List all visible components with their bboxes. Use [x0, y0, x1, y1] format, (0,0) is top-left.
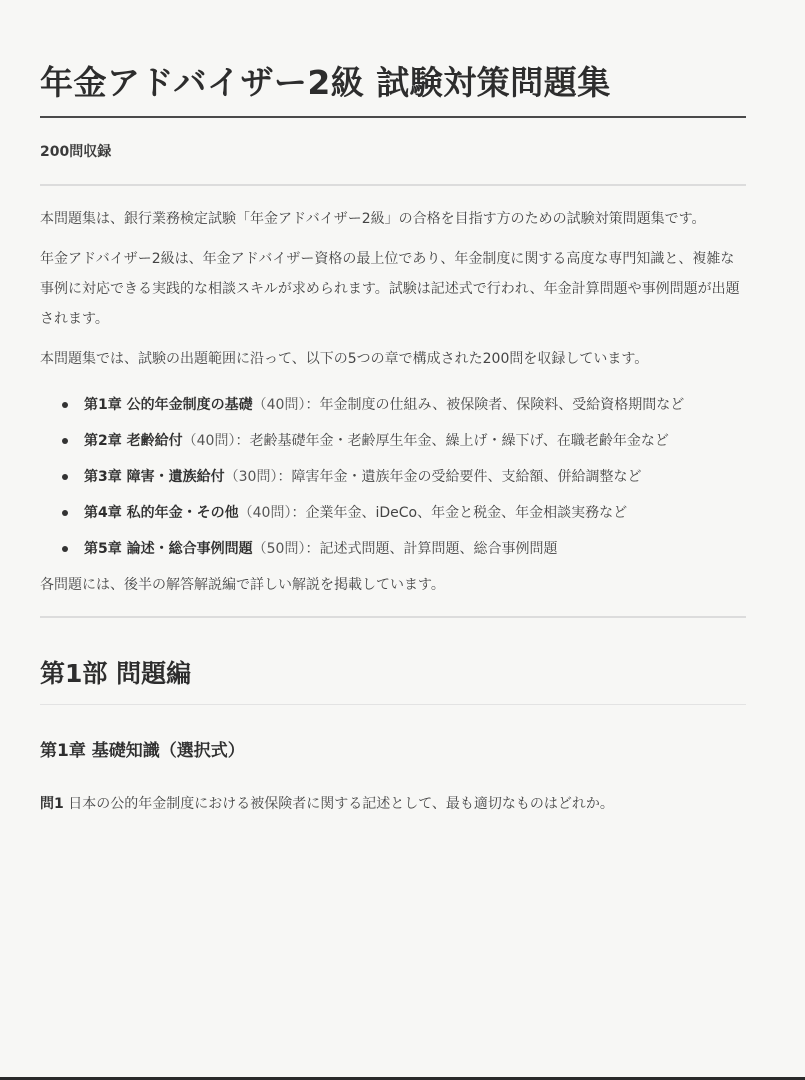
chapter-list-item — [40, 462, 746, 492]
question-1 — [40, 789, 746, 819]
title-divider — [40, 116, 746, 118]
chapter-list — [40, 390, 746, 564]
chapter-title: 第2章 老齢給付 — [84, 433, 183, 449]
chapter-count: （40問） — [238, 505, 292, 521]
document-title: 年金アドバイザー2級 試験対策問題集 — [40, 63, 611, 102]
chapter-list-item — [40, 426, 746, 456]
part-heading: 第1部 問題編 — [40, 659, 192, 688]
chapter-title: 第3章 障害・遺族給付 — [84, 469, 225, 485]
bullet-icon — [62, 402, 68, 408]
bullet-icon — [62, 438, 68, 444]
chapter-description: ：老齢基礎年金・老齢厚生年金、繰上げ・繰下げ、在職老齢年金など — [235, 433, 669, 449]
document-subtitle: 200問収録 — [40, 144, 112, 160]
chapter-description: ：企業年金、iDeCo、年金と税金、年金相談実務など — [291, 505, 628, 521]
document-content — [40, 58, 746, 819]
part-heading-divider — [40, 704, 746, 705]
intro-paragraph-2: 年金アドバイザー2級は、年金アドバイザー資格の最上位であり、年金制度に関する高度な専門知識と、複雑な事例に対応できる実践的な相談スキルが求められます。試験は記述式で行われ、年金計算問題や事例問題が出題されます。 — [40, 251, 740, 327]
question-label: 問1 — [40, 796, 64, 812]
chapter-count: （40問） — [252, 397, 306, 413]
section-divider — [40, 616, 746, 618]
question-text: 日本の公的年金制度における被保険者に関する記述として、最も適切なものはどれか。 — [63, 796, 614, 812]
chapter-count: （50問） — [252, 541, 306, 557]
chapter-title: 第1章 公的年金制度の基礎 — [84, 397, 253, 413]
closing-paragraph: 各問題には、後半の解答解説編で詳しい解説を掲載しています。 — [40, 577, 445, 593]
bullet-icon — [62, 546, 68, 552]
chapter-title: 第4章 私的年金・その他 — [84, 505, 239, 521]
subtitle-divider — [40, 184, 746, 186]
chapter-description: ：年金制度の仕組み、被保険者、保険料、受給資格期間など — [305, 397, 685, 413]
chapter-list-item — [40, 390, 746, 420]
intro-paragraph-3: 本問題集では、試験の出題範囲に沿って、以下の5つの章で構成された200問を収録しています。 — [40, 351, 649, 367]
chapter-title: 第5章 論述・総合事例問題 — [84, 541, 253, 557]
bullet-icon — [62, 474, 68, 480]
chapter-description: ：障害年金・遺族年金の受給要件、支給額、併給調整など — [277, 469, 642, 485]
chapter-count: （30問） — [224, 469, 278, 485]
chapter-heading: 第1章 基礎知識（選択式） — [40, 741, 245, 761]
chapter-count: （40問） — [182, 433, 236, 449]
bullet-icon — [62, 510, 68, 516]
chapter-list-item — [40, 534, 746, 564]
intro-paragraph-1: 本問題集は、銀行業務検定試験「年金アドバイザー2級」の合格を目指す方のための試験対策問題集です。 — [40, 211, 706, 227]
chapter-description: ：記述式問題、計算問題、総合事例問題 — [305, 541, 558, 557]
chapter-list-item — [40, 498, 746, 528]
